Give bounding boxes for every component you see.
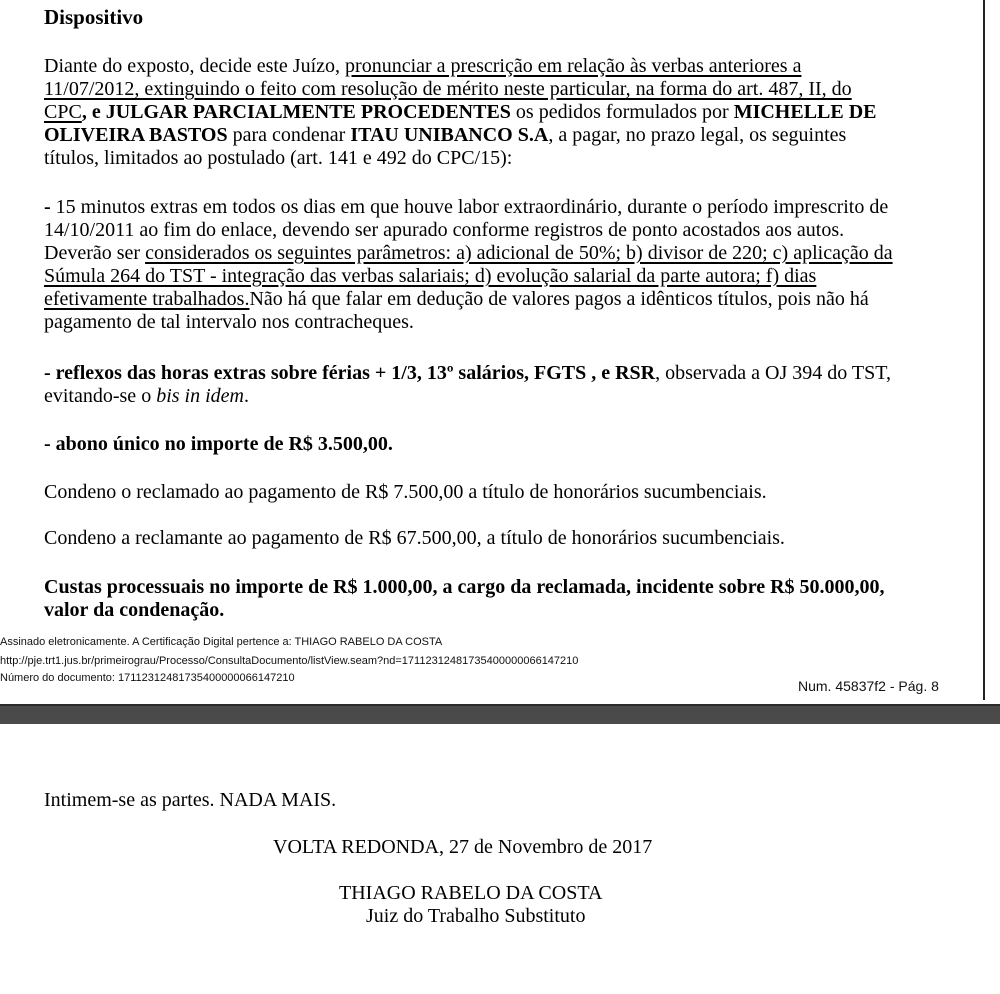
item-overtime-line-4: Súmula 264 do TST - integração das verbas salariais; d) evolução salarial da parte autora; f) dias [44,265,817,287]
underlined-text: pronunciar a prescrição em relação às verbas anteriores a [345,55,802,77]
document-url[interactable]: http://pje.trt1.jus.br/primeirograu/Processo/ConsultaDocumento/listView.seam?nd=17112312481735400000066147210 [0,655,579,667]
text-segment: . [243,385,249,407]
item-overtime-line-3 [44,242,893,265]
dispositivo-line-2: 11/07/2012, extinguindo o feito com resolução de mérito neste particular, na forma do art. 487, II, do [44,78,852,100]
text-segment: para condenar [227,124,351,146]
dispositivo-line-1 [44,55,801,78]
item-overtime-line-6: pagamento de tal intervalo nos contracheques. [44,311,414,333]
underlined-text: considerados os seguintes parâmetros: a) adicional de 50%; b) divisor de 220; c) aplicação da [145,242,893,264]
text-segment: , a pagar, no prazo legal, os seguintes [548,124,847,146]
item-overtime-line-1 [44,196,888,219]
text-segment: Diante do exposto, decide este Juízo, [44,55,346,77]
place-and-date: VOLTA REDONDA, 27 de Novembro de 2017 [273,836,653,858]
dispositivo-line-4 [44,124,846,147]
dispositivo-line-3 [44,101,877,124]
page-indicator [798,678,939,694]
defendant-name: ITAU UNIBANCO S.A [350,124,549,146]
fees-plaintiff: Condeno a reclamante ao pagamento de R$ 67.500,00, a título de honorários sucumbenciais. [44,527,785,549]
judge-title: Juiz do Trabalho Substituto [366,905,586,927]
text-segment: evitando-se o [44,385,157,407]
separator: - [885,678,899,694]
document-number: Número do documento: 17112312481735400000066147210 [0,672,295,684]
underlined-text: efetivamente trabalhados. [44,288,250,310]
bold-text: , e JULGAR PARCIALMENTE PROCEDENTES [81,101,511,123]
closing-statement: Intimem-se as partes. NADA MAIS. [44,789,337,811]
page-right-border [983,0,985,700]
text-segment: Deverão ser [44,242,146,264]
court-costs-line-1: Custas processuais no importe de R$ 1.000,00, a cargo da reclamada, incidente sobre R$ 50.000,00, [44,576,885,598]
text-segment: , observada a OJ 394 do TST, [655,362,891,384]
underlined-text: CPC [44,101,82,123]
italic-text: bis in idem [156,385,244,407]
dispositivo-line-5: títulos, limitados ao postulado (art. 141 e 492 do CPC/15): [44,147,513,169]
plaintiff-name: OLIVEIRA BASTOS [44,124,228,146]
text-segment: Não há que falar em dedução de valores pagos a idênticos títulos, pois não há [249,288,869,310]
item-abono: - abono único no importe de R$ 3.500,00. [44,433,393,455]
fees-defendant: Condeno o reclamado ao pagamento de R$ 7.500,00 a título de honorários sucumbenciais. [44,481,767,503]
item-reflexos-line-2 [44,385,249,408]
section-heading: Dispositivo [44,5,144,29]
page-number: Pág. 8 [898,678,939,694]
item-reflexos-line-1 [44,362,891,385]
page-break-divider [0,704,1000,724]
judge-name: THIAGO RABELO DA COSTA [339,882,603,904]
text-segment: 15 minutos extras em todos os dias em que houve labor extraordinário, durante o período imprescrito de [55,196,889,218]
signature-notice: Assinado eletronicamente. A Certificação Digital pertence a: THIAGO RABELO DA COSTA [0,636,443,648]
court-costs-line-2: valor da condenação. [44,599,225,621]
item-overtime-line-5 [44,288,869,311]
item-overtime-line-2: 14/10/2011 ao fim do enlace, devendo ser apurado conforme registros de ponto acostados aos autos. [44,219,845,241]
plaintiff-name: MICHELLE DE [733,101,877,123]
text-segment: os pedidos formulados por [510,101,734,123]
bold-text: - reflexos das horas extras sobre férias + 1/3, 13º salários, FGTS , e RSR [44,362,656,384]
document-id: Num. 45837f2 [798,678,886,694]
bullet-dash: - [44,196,56,218]
